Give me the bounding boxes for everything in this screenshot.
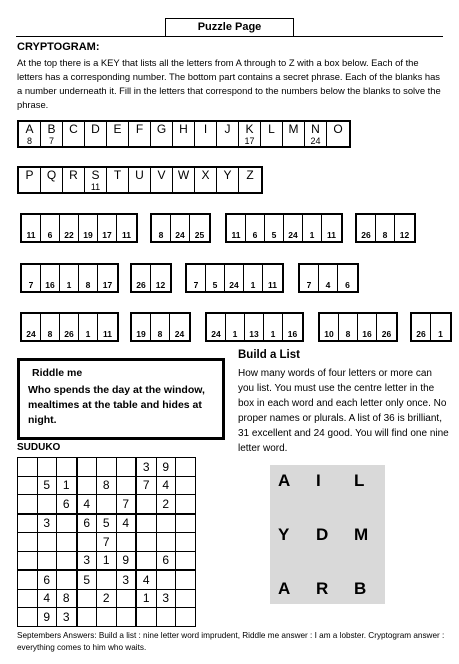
phrase-blank[interactable]	[244, 265, 263, 291]
sudoku-cell[interactable]	[18, 533, 38, 552]
phrase-blank[interactable]	[187, 265, 206, 291]
phrase-blank[interactable]	[376, 215, 395, 241]
sudoku-grid	[17, 457, 196, 627]
phrase-number: 24	[229, 280, 239, 290]
sudoku-cell[interactable]	[97, 608, 117, 627]
sudoku-cell: 7	[116, 495, 136, 514]
key-number: 8	[26, 136, 32, 146]
phrase-number: 1	[250, 280, 256, 290]
key-letter: K	[245, 122, 254, 136]
key-letter: H	[179, 122, 188, 136]
phrase-number: 22	[64, 230, 74, 240]
sudoku-cell[interactable]	[57, 551, 77, 570]
phrase-number: 12	[399, 230, 410, 240]
key-letter: C	[69, 122, 78, 136]
phrase-number: 7	[193, 280, 199, 290]
sudoku-cell[interactable]	[77, 458, 97, 477]
key-letter: I	[203, 122, 208, 136]
phrase-blank[interactable]	[263, 265, 282, 291]
key-cell	[85, 122, 107, 146]
sudoku-cell: 6	[37, 570, 57, 589]
phrase-blank[interactable]	[79, 215, 98, 241]
key-cell	[107, 168, 129, 192]
key-cell	[63, 122, 85, 146]
divider	[16, 36, 443, 37]
sudoku-cell[interactable]	[136, 533, 156, 552]
phrase-number: 8	[157, 329, 163, 339]
key-letter: R	[69, 168, 78, 182]
phrase-blank[interactable]	[300, 265, 319, 291]
key-letter: V	[157, 168, 166, 182]
key-cell	[151, 168, 173, 192]
build-a-list-instructions: How many words of four letters or more can you list. You must use the centre letter in the box in each word and each letter only once. No proper names or plurals. A list of 36 is brilliant, 31 excellent and 24 good. You will find one nine letter word.	[238, 368, 449, 454]
phrase-blank[interactable]	[264, 314, 283, 340]
sudoku-cell: 3	[77, 551, 97, 570]
key-number: 11	[90, 182, 101, 192]
phrase-number: 8	[85, 280, 91, 290]
key-cell	[195, 122, 217, 146]
sudoku-cell: 7	[136, 476, 156, 495]
sudoku-cell: 4	[77, 495, 97, 514]
sudoku-cell[interactable]	[18, 608, 38, 627]
sudoku-cell[interactable]	[37, 495, 57, 514]
sudoku-cell[interactable]	[37, 458, 57, 477]
sudoku-cell: 8	[97, 476, 117, 495]
sudoku-cell[interactable]	[18, 514, 38, 533]
grid-letter: A	[278, 579, 291, 598]
phrase-blank[interactable]	[320, 314, 339, 340]
phrase-number: 24	[175, 230, 185, 240]
sudoku-row	[18, 608, 196, 627]
phrase-blank[interactable]	[79, 314, 98, 340]
grid-letter: A	[278, 471, 291, 490]
key-letter: N	[311, 122, 320, 136]
phrase-number: 17	[102, 230, 112, 240]
sudoku-cell: 9	[116, 551, 136, 570]
sudoku-cell[interactable]	[176, 495, 196, 514]
phrase-number: 11	[268, 280, 277, 290]
phrase-number: 1	[438, 329, 443, 339]
key-letter: E	[113, 122, 122, 136]
sudoku-cell: 8	[57, 589, 77, 608]
phrase-number: 6	[345, 280, 350, 290]
phrase-word	[318, 312, 398, 342]
phrase-number: 16	[45, 280, 55, 290]
phrase-number: 19	[136, 329, 146, 339]
phrase-number: 13	[249, 329, 259, 339]
sudoku-cell: 3	[57, 608, 77, 627]
key-letter: Q	[46, 168, 57, 182]
sudoku-cell[interactable]	[176, 514, 196, 533]
key-letter: X	[201, 168, 210, 182]
phrase-blank[interactable]	[245, 314, 264, 340]
phrase-blank[interactable]	[357, 215, 376, 241]
phrase-number: 6	[252, 230, 258, 240]
sudoku-cell: 5	[97, 514, 117, 533]
phrase-number: 24	[211, 329, 221, 339]
sudoku-cell: 6	[156, 551, 176, 570]
phrase-word	[20, 213, 138, 243]
key-cell	[41, 168, 63, 192]
phrase-blank[interactable]	[79, 265, 98, 291]
sudoku-cell: 4	[116, 514, 136, 533]
phrase-blank[interactable]	[246, 215, 265, 241]
sudoku-cell: 2	[97, 589, 117, 608]
key-letter: Z	[246, 168, 254, 182]
phrase-blank[interactable]	[283, 314, 302, 340]
key-cell	[283, 122, 305, 146]
phrase-blank[interactable]	[207, 314, 226, 340]
sudoku-cell[interactable]	[18, 495, 38, 514]
sudoku-cell: 3	[136, 458, 156, 477]
sudoku-cell: 6	[77, 514, 97, 533]
key-cell	[239, 168, 261, 192]
phrase-word	[20, 312, 119, 342]
phrase-word	[185, 263, 284, 293]
phrase-number: 16	[287, 329, 298, 339]
phrase-number: 11	[327, 230, 336, 240]
sudoku-cell[interactable]	[156, 570, 176, 589]
key-letter: U	[135, 168, 144, 182]
key-cell	[151, 122, 173, 146]
phrase-number: 8	[47, 329, 53, 339]
build-a-list-heading: Build a List	[238, 349, 300, 361]
key-cell	[195, 168, 217, 192]
key-cell	[63, 168, 85, 192]
phrase-word	[298, 263, 359, 293]
sudoku-cell: 9	[37, 608, 57, 627]
phrase-blank[interactable]	[41, 265, 60, 291]
phrase-number: 8	[345, 329, 351, 339]
sudoku-cell[interactable]	[136, 495, 156, 514]
phrase-number: 17	[102, 280, 113, 290]
sudoku-cell: 7	[97, 533, 117, 552]
key-letter: M	[288, 122, 299, 136]
phrase-word	[355, 213, 416, 243]
grid-letter: I	[316, 471, 321, 490]
sudoku-cell: 1	[97, 551, 117, 570]
phrase-number: 24	[26, 329, 36, 339]
phrase-blank[interactable]	[132, 265, 151, 291]
sudoku-cell[interactable]	[77, 589, 97, 608]
sudoku-cell[interactable]	[97, 570, 117, 589]
sudoku-cell[interactable]	[176, 589, 196, 608]
key-letter: W	[177, 168, 190, 182]
sudoku-cell[interactable]	[37, 551, 57, 570]
phrase-blank[interactable]	[225, 265, 244, 291]
phrase-number: 8	[382, 230, 388, 240]
riddle-question: Who spends the day at the window, mealtimes at the table and hides at night.	[28, 384, 205, 426]
sudoku-cell[interactable]	[116, 533, 136, 552]
phrase-word	[410, 312, 452, 342]
sudoku-cell[interactable]	[37, 533, 57, 552]
sudoku-cell[interactable]	[97, 495, 117, 514]
sudoku-cell[interactable]	[176, 476, 196, 495]
phrase-number: 5	[271, 230, 277, 240]
page-title: Puzzle Page	[165, 18, 294, 37]
phrase-number: 11	[103, 329, 112, 339]
sudoku-cell[interactable]	[18, 458, 38, 477]
phrase-blank[interactable]	[226, 314, 245, 340]
sudoku-row	[18, 514, 196, 533]
grid-letter: M	[354, 525, 369, 544]
riddle-box	[17, 358, 225, 440]
phrase-blank[interactable]	[98, 314, 117, 340]
sudoku-cell: 3	[156, 589, 176, 608]
sudoku-cell[interactable]	[18, 551, 38, 570]
phrase-number: 1	[66, 280, 72, 290]
key-letter: G	[156, 122, 167, 136]
phrase-blank[interactable]	[22, 265, 41, 291]
phrase-blank[interactable]	[41, 215, 60, 241]
key-cell	[305, 122, 327, 146]
sudoku-cell[interactable]	[97, 458, 117, 477]
phrase-blank[interactable]	[190, 215, 209, 241]
phrase-blank[interactable]	[206, 265, 225, 291]
sudoku-cell[interactable]	[116, 608, 136, 627]
key-number: 17	[244, 136, 255, 146]
phrase-number: 7	[28, 280, 34, 290]
phrase-number: 11	[122, 230, 131, 240]
sudoku-cell: 5	[77, 570, 97, 589]
key-cell	[217, 122, 239, 146]
sudoku-cell[interactable]	[18, 589, 38, 608]
sudoku-cell[interactable]	[18, 476, 38, 495]
key-cell	[173, 168, 195, 192]
phrase-blank[interactable]	[322, 215, 341, 241]
key-cell	[129, 122, 151, 146]
phrase-number: 5	[212, 280, 218, 290]
cryptogram-key-row-2	[17, 166, 263, 194]
sudoku-cell: 1	[57, 476, 77, 495]
sudoku-heading: SUDUKO	[17, 442, 61, 453]
sudoku-cell[interactable]	[176, 570, 196, 589]
sudoku-cell[interactable]	[18, 570, 38, 589]
phrase-number: 26	[136, 280, 146, 290]
key-letter: B	[47, 122, 56, 136]
grid-letter: B	[354, 579, 367, 598]
sudoku-cell[interactable]	[176, 533, 196, 552]
cryptogram-heading: CRYPTOGRAM:	[17, 41, 100, 53]
sudoku-cell: 6	[57, 495, 77, 514]
phrase-blank[interactable]	[395, 215, 414, 241]
key-letter: P	[25, 168, 34, 182]
phrase-blank[interactable]	[339, 314, 358, 340]
sudoku-cell[interactable]	[57, 458, 77, 477]
sudoku-cell: 2	[156, 495, 176, 514]
phrase-blank[interactable]	[227, 215, 246, 241]
phrase-number: 24	[174, 329, 185, 339]
phrase-blank[interactable]	[60, 215, 79, 241]
phrase-number: 25	[194, 230, 205, 240]
phrase-word	[130, 312, 191, 342]
key-cell	[327, 122, 349, 146]
phrase-number: 26	[361, 230, 371, 240]
sudoku-row	[18, 533, 196, 552]
phrase-blank[interactable]	[358, 314, 377, 340]
sudoku-cell[interactable]	[176, 458, 196, 477]
phrase-number: 11	[231, 230, 241, 240]
key-number: 7	[48, 136, 54, 146]
phrase-blank[interactable]	[319, 265, 338, 291]
phrase-number: 6	[47, 230, 53, 240]
sudoku-cell[interactable]	[176, 608, 196, 627]
phrase-blank[interactable]	[338, 265, 357, 291]
grid-letter: R	[316, 579, 329, 598]
phrase-word	[225, 213, 343, 243]
grid-letter: L	[354, 471, 365, 490]
sudoku-cell[interactable]	[156, 514, 176, 533]
key-cell	[217, 168, 239, 192]
key-letter: Y	[223, 168, 232, 182]
phrase-blank[interactable]	[265, 215, 284, 241]
phrase-blank[interactable]	[151, 314, 170, 340]
sudoku-cell: 4	[156, 476, 176, 495]
key-letter: F	[135, 122, 144, 136]
phrase-blank[interactable]	[60, 314, 79, 340]
key-cell	[19, 168, 41, 192]
phrase-blank[interactable]	[98, 215, 117, 241]
sudoku-cell[interactable]	[136, 514, 156, 533]
phrase-blank[interactable]	[22, 215, 41, 241]
sudoku-row	[18, 476, 196, 495]
phrase-number: 19	[83, 230, 93, 240]
sudoku-row	[18, 458, 196, 477]
key-letter: L	[268, 122, 275, 136]
phrase-number: 1	[85, 329, 91, 339]
phrase-number: 24	[288, 230, 298, 240]
previous-answers: Septembers Answers: Build a list : nine letter word imprudent, Riddle me answer : I am a lobster. Cryptogram answer : everything comes to him who waits.	[17, 631, 445, 652]
phrase-number: 26	[64, 329, 74, 339]
phrase-blank[interactable]	[98, 265, 117, 291]
sudoku-cell[interactable]	[77, 533, 97, 552]
phrase-blank[interactable]	[22, 314, 41, 340]
sudoku-cell[interactable]	[57, 570, 77, 589]
phrase-number: 1	[309, 230, 315, 240]
sudoku-cell[interactable]	[116, 589, 136, 608]
key-cell	[85, 168, 107, 192]
key-cell	[173, 122, 195, 146]
phrase-blank[interactable]	[171, 215, 190, 241]
sudoku-cell: 4	[136, 570, 156, 589]
sudoku-cell[interactable]	[77, 476, 97, 495]
phrase-word	[150, 213, 211, 243]
phrase-number: 1	[232, 329, 238, 339]
key-cell	[129, 168, 151, 192]
key-letter: A	[25, 122, 34, 136]
phrase-blank[interactable]	[412, 314, 431, 340]
phrase-number: 12	[155, 280, 166, 290]
phrase-blank[interactable]	[284, 215, 303, 241]
sudoku-cell: 9	[156, 458, 176, 477]
sudoku-cell: 3	[37, 514, 57, 533]
phrase-word	[130, 263, 172, 293]
phrase-blank[interactable]	[303, 215, 322, 241]
sudoku-cell: 1	[136, 589, 156, 608]
sudoku-cell[interactable]	[77, 608, 97, 627]
riddle-heading: Riddle me	[32, 367, 83, 379]
build-a-list-letter-grid	[270, 465, 385, 604]
sudoku-cell[interactable]	[57, 514, 77, 533]
key-cell	[41, 122, 63, 146]
phrase-blank[interactable]	[41, 314, 60, 340]
key-number: 24	[310, 136, 321, 146]
phrase-blank[interactable]	[152, 215, 171, 241]
cryptogram-instructions: At the top there is a KEY that lists all the letters from A through to Z with a box below. Each of the letters has a corresponding number. The bottom part contains a secret phrase. Each of the blanks has a number underneath it. Fill in the letters that correspond to the numbers below the blanks to solve the phrase.	[17, 57, 441, 110]
phrase-number: 16	[362, 329, 372, 339]
key-letter: D	[91, 122, 100, 136]
sudoku-row	[18, 495, 196, 514]
phrase-number: 26	[416, 329, 426, 339]
key-cell	[107, 122, 129, 146]
phrase-number: 11	[26, 230, 36, 240]
sudoku-cell[interactable]	[176, 551, 196, 570]
key-letter: S	[91, 168, 100, 182]
phrase-blank[interactable]	[132, 314, 151, 340]
grid-letter: Y	[278, 525, 290, 544]
grid-letter: D	[316, 525, 329, 544]
phrase-number: 26	[381, 329, 392, 339]
phrase-blank[interactable]	[431, 314, 450, 340]
sudoku-cell[interactable]	[116, 458, 136, 477]
sudoku-cell: 3	[116, 570, 136, 589]
phrase-blank[interactable]	[377, 314, 396, 340]
sudoku-row	[18, 570, 196, 589]
phrase-number: 1	[270, 329, 276, 339]
phrase-number: 10	[324, 329, 334, 339]
phrase-number: 7	[306, 280, 312, 290]
phrase-word	[20, 263, 119, 293]
sudoku-cell: 4	[37, 589, 57, 608]
phrase-word	[205, 312, 304, 342]
key-cell	[261, 122, 283, 146]
phrase-blank[interactable]	[151, 265, 170, 291]
sudoku-cell[interactable]	[156, 608, 176, 627]
sudoku-cell[interactable]	[156, 533, 176, 552]
sudoku-row	[18, 589, 196, 608]
sudoku-cell: 5	[37, 476, 57, 495]
sudoku-cell[interactable]	[116, 476, 136, 495]
sudoku-cell[interactable]	[57, 533, 77, 552]
phrase-blank[interactable]	[60, 265, 79, 291]
key-cell	[19, 122, 41, 146]
key-cell	[239, 122, 261, 146]
sudoku-cell[interactable]	[136, 551, 156, 570]
key-letter: O	[333, 122, 343, 136]
sudoku-cell[interactable]	[136, 608, 156, 627]
phrase-blank[interactable]	[170, 314, 189, 340]
phrase-number: 8	[158, 230, 164, 240]
cryptogram-key-row-1	[17, 120, 351, 148]
phrase-blank[interactable]	[117, 215, 136, 241]
key-letter: T	[113, 168, 122, 182]
sudoku-row	[18, 551, 196, 570]
phrase-number: 4	[325, 280, 331, 290]
key-letter: J	[224, 122, 231, 136]
